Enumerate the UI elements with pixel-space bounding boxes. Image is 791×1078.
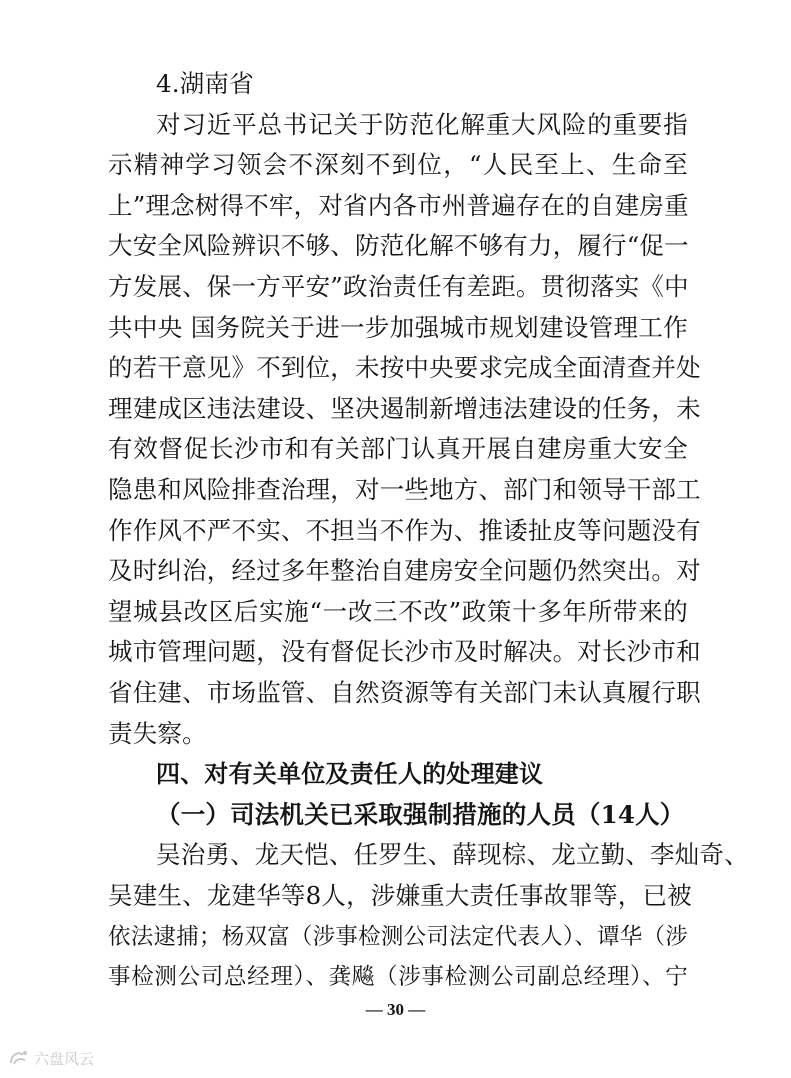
- paragraph-line: 的若干意见》不到位，未按中央要求完成全面清查并处: [108, 353, 701, 383]
- watermark-logo-icon: [8, 1048, 30, 1068]
- paragraph-line: 责失察。: [108, 718, 207, 748]
- paragraph-line: 共中央 国务院关于进一步加强城市规划建设管理工作: [108, 312, 688, 342]
- paragraph-line: 城市管理问题，没有督促长沙市及时解决。对长沙市和: [108, 637, 701, 667]
- paragraph-line: 依法逮捕；杨双富（涉事检测公司法定代表人）、谭华（涉: [108, 923, 688, 950]
- paragraph-line: 上”理念树得不牢，对省内各市州普遍存在的自建房重: [108, 190, 689, 220]
- paragraph-line: 有效督促长沙市和有关部门认真开展自建房重大安全: [108, 434, 688, 464]
- paragraph-line: 事检测公司总经理）、龚飚（涉事检测公司副总经理）、宁: [108, 964, 688, 991]
- paragraph-line: 示精神学习领会不深刻不到位，“人民至上、生命至: [108, 150, 688, 180]
- paragraph-line: 理建成区违法建设、坚决遏制新增违法建设的任务，未: [108, 393, 701, 423]
- page-number: — 30 —: [365, 1000, 426, 1019]
- paragraph-line: 吴治勇、龙天恺、任罗生、薛现棕、龙立勤、李灿奇、: [156, 840, 749, 870]
- watermark: [8, 1046, 94, 1070]
- paragraph-line: 吴建生、龙建华等8人，涉嫌重大责任事故罪等，已被: [108, 881, 692, 910]
- watermark-text: 六盘风云: [34, 1049, 95, 1068]
- section-heading: 四、对有关单位及责任人的处理建议: [156, 760, 544, 789]
- paragraph-line: 大安全风险辨识不够、防范化解不够有力，履行“促一: [108, 231, 689, 261]
- paragraph-line: 省住建、市场监管、自然资源等有关部门未认真履行职: [108, 678, 701, 707]
- section-title-hunan: 4.湖南省: [156, 69, 254, 98]
- paragraph-line: 方发展、保一方平安”政治责任有差距。贯彻落实《中: [108, 272, 689, 301]
- sub-heading: （一）司法机关已采取强制措施的人员（14人）: [156, 799, 685, 829]
- paragraph-line: 及时纠治，经过多年整治自建房安全问题仍然突出。对: [108, 556, 701, 586]
- paragraph-line: 隐患和风险排查治理，对一些地方、部门和领导干部工: [108, 475, 701, 504]
- paragraph-line: 作作风不严不实、不担当不作为、推诿扯皮等问题没有: [108, 515, 701, 545]
- paragraph-line: 望城县改区后实施“一改三不改”政策十多年所带来的: [108, 596, 688, 626]
- paragraph-line: 对习近平总书记关于防范化解重大风险的重要指: [156, 109, 688, 139]
